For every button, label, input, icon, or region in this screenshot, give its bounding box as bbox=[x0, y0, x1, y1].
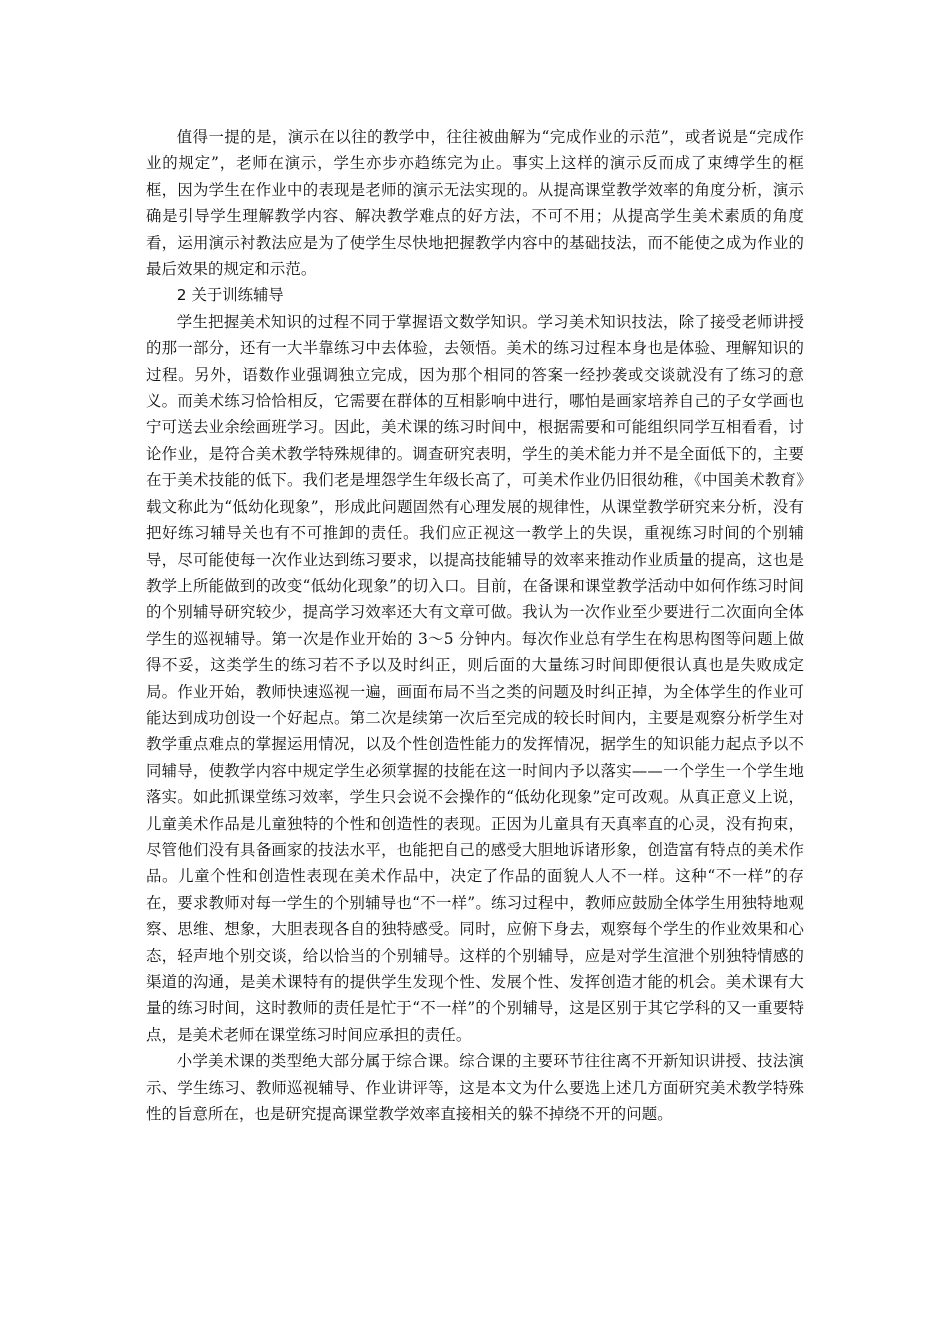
paragraph-conclusion: 小学美术课的类型绝大部分属于综合课。综合课的主要环节往往离不开新知识讲授、技法演示、学生练习、教师巡视辅导、作业讲评等，这是本文为什么要选上述几方面研究美术教学特殊性的旨意所在，也是研究提高课堂教学效率直接相关的躲不掉绕不开的问题。 bbox=[146, 1052, 804, 1124]
document-body bbox=[146, 124, 804, 1127]
paragraph-training-guidance: 学生把握美术知识的过程不同于掌握语文数学知识。学习美术知识技法，除了接受老师讲授的那一部分，还有一大半靠练习中去体验，去领悟。美术的练习过程本身也是体验、理解知识的过程。另外，语数作业强调独立完成，因为那个相同的答案一经抄袭或交谈就没有了练习的意义。而美术练习恰恰相反，它需要在群体的互相影响中进行，哪怕是画家培养自己的子女学画也宁可送去业余绘画班学习。因此，美术课的练习时间中，根据需要和可能组织同学互相看看，讨论作业，是符合美术教学特殊规律的。调查研究表明，学生的美术能力并不是全面低下的，主要在于美术技能的低下。我们老是埋怨学生年级长高了，可美术作业仍旧很幼稚，《中国美术教育》载文称此为“低幼化现象”，形成此问题固然有心理发展的规律性，从课堂教学研究来分析，没有把好练习辅导关也有不可推卸的责任。我们应正视这一教学上的失误，重视练习时间的个别辅导，尽可能使每一次作业达到练习要求，以提高技能辅导的效率来推动作业质量的提高，这也是教学上所能做到的改变“低幼化现象”的切入口。目前，在备课和课堂教学活动中如何作练习时间的个别辅导研究较少，提高学习效率还大有文章可做。我认为一次作业至少要进行二次面向全体学生的巡视辅导。第一次是作业开始的 3～5 分钟内。每次作业总有学生在构思构图等问题上做得不妥，这类学生的练习若不予以及时纠正，则后面的大量练习时间即便很认真也是失败成定局。作业开始，教师快速巡视一遍，画面布局不当之类的问题及时纠正掉，为全体学生的作业可能达到成功创设一个好起点。第二次是续第一次后至完成的较长时间内，主要是观察分析学生对教学重点难点的掌握运用情况，以及个性创造性能力的发挥情况，据学生的知识能力起点予以不同辅导，使教学内容中规定学生必须掌握的技能在这一时间内予以落实——一个学生一个学生地落实。如此抓课堂练习效率，学生只会说不会操作的“低幼化现象”定可改观。从真正意义上说，儿童美术作品是儿童独特的个性和创造性的表现。正因为儿童具有天真率直的心灵，没有拘束，尽管他们没有具备画家的技法水平，也能把自己的感受大胆地诉诸形象，创造富有特点的美术作品。儿童个性和创造性表现在美术作品中，决定了作品的面貌人人不一样。这种“不一样”的存在，要求教师对每一学生的个别辅导也“不一样”。练习过程中，教师应鼓励全体学生用独特地观察、思维、想象，大胆表现各自的独特感受。同时，应俯下身去，观察每个学生的作业效果和心态，轻声地个别交谈，给以恰当的个别辅导。这样的个别辅导，应是对学生渲泄个别独特情感的渠道的沟通，是美术课特有的提供学生发现个性、发展个性、发挥创造才能的机会。美术课有大量的练习时间，这时教师的责任是忙于“不一样”的个别辅导，这是区别于其它学科的又一重要特点，是美术老师在课堂练习时间应承担的责任。 bbox=[146, 312, 804, 1044]
paragraph-demonstration: 值得一提的是，演示在以往的教学中，往往被曲解为“完成作业的示范”，或者说是“完成作业的规定”，老师在演示，学生亦步亦趋练完为止。事实上这样的演示反而成了束缚学生的框框，因为学生在作业中的表现是老师的演示无法实现的。从提高课堂教学效率的角度分析，演示确是引导学生理解教学内容、解决教学难点的好方法，不可不用；从提高学生美术素质的角度看，运用演示衬教法应是为了使学生尽快地把握教学内容中的基础技法，而不能使之成为作业的最后效果的规定和示范。 bbox=[146, 128, 804, 279]
section-heading-training: 2 关于训练辅导 bbox=[176, 286, 284, 305]
